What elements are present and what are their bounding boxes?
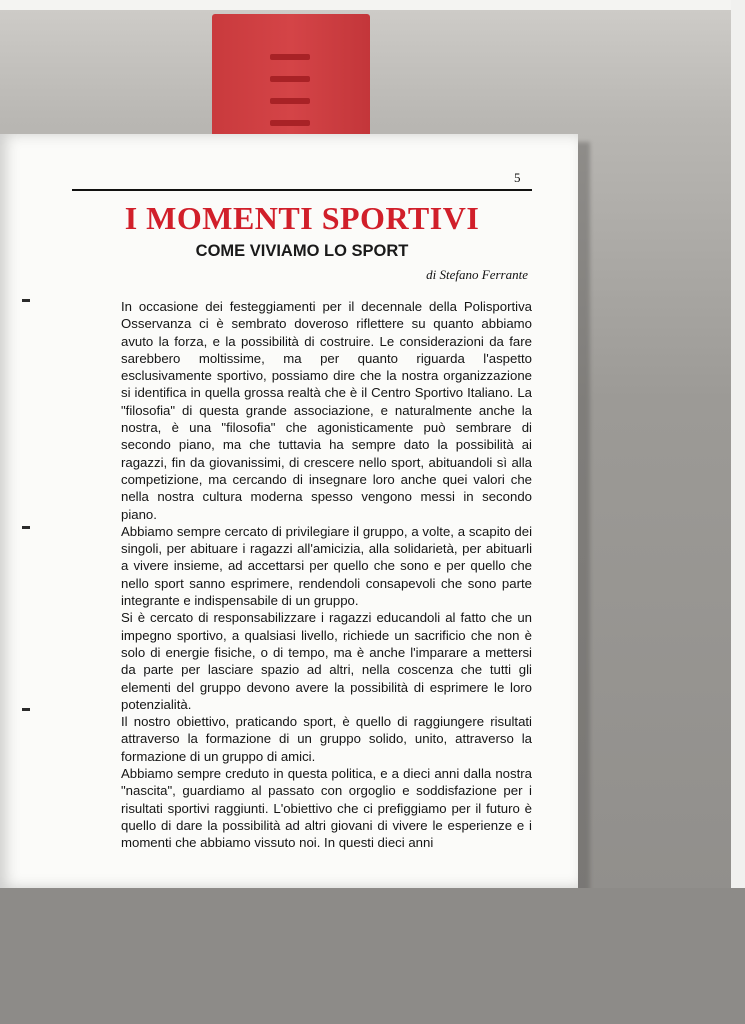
article-subtitle: COME VIVIAMO LO SPORT — [195, 242, 409, 260]
spine-text-mark — [270, 54, 310, 60]
header-rule — [72, 189, 532, 191]
spine-text-mark — [270, 98, 310, 104]
background-book-spine — [212, 14, 370, 146]
binding-mark — [22, 708, 30, 711]
body-paragraph: Abbiamo sempre cercato di privilegiare il gruppo, a volte, a scapito dei singoli, per abituare i ragazzi all'amicizia, alla solidarietà, per abituarli a vivere insieme, ad accettarsi per quello che sono e per quello che nello sport sanno esprimere, rendendoli consapevoli che sono parte integrante e indispensabile di un gruppo. — [121, 523, 532, 609]
page-number: 5 — [514, 170, 521, 185]
article-body — [121, 298, 532, 852]
article-title: I MOMENTI SPORTIVI — [124, 200, 480, 236]
body-paragraph: Si è cercato di responsabilizzare i ragazzi educandoli al fatto che un impegno sportivo, a qualsiasi livello, richiede un sacrificio che non è solo di energie fisiche, o di tempo, ma è anche l'imparare a mettersi da parte per lasciare spazio ad altri, nella coscenza che tutti gli elementi del gruppo devono avere la possibilità di esprimere le loro potenzialità. — [121, 610, 532, 712]
scanner-background-bottom — [0, 888, 745, 1024]
scan-edge-top — [0, 0, 745, 10]
body-paragraph: Abbiamo sempre creduto in questa politica, e a dieci anni dalla nostra "nascita", guardiamo al passato con orgoglio e soddisfazione per i risultati sportivi raggiunti. L'obiettivo che ci prefiggiamo per il futuro è quello di dare la possibilità ad altri giovani di vivere le esperienze e i momenti che abbiamo vissuto noi. In questi dieci anni — [121, 766, 532, 851]
binding-mark — [22, 526, 30, 529]
scan-edge-right — [731, 0, 745, 1024]
spine-text-mark — [270, 120, 310, 126]
spine-text-mark — [270, 76, 310, 82]
body-paragraph: In occasione dei festeggiamenti per il decennale della Polisportiva Osservanza ci è sembrato doveroso riflettere su quanto abbiamo avuto la forza, e la possibilità di costruire. Le considerazioni da fare sarebbero moltissime, ma per quanto riguarda l'aspetto esclusivamente sportivo, possiamo dire che la nostra organizzazione si identifica in quella grossa realtà che è il Centro Sportivo Italiano. La "filosofia" di questa grande associazione, e naturalmente anche la nostra, è una "filosofia" che agonisticamente può sembrare di secondo piano, ma che tuttavia ha sempre dato la possibilità ai ragazzi, fin da giovanissimi, di crescere nello sport, abituandoli sì alla competizione, ma cercando di insegnare loro anche quei valori che nella nostra cultura moderna spesso vengono messi in secondo piano. — [121, 299, 532, 522]
article-author: di Stefano Ferrante — [426, 267, 528, 282]
body-paragraph: Il nostro obiettivo, praticando sport, è quello di raggiungere risultati attraverso la formazione di un gruppo solido, unito, attraverso la formazione di un gruppo di amici. — [121, 714, 532, 764]
binding-mark — [22, 299, 30, 302]
book-page — [0, 134, 578, 888]
